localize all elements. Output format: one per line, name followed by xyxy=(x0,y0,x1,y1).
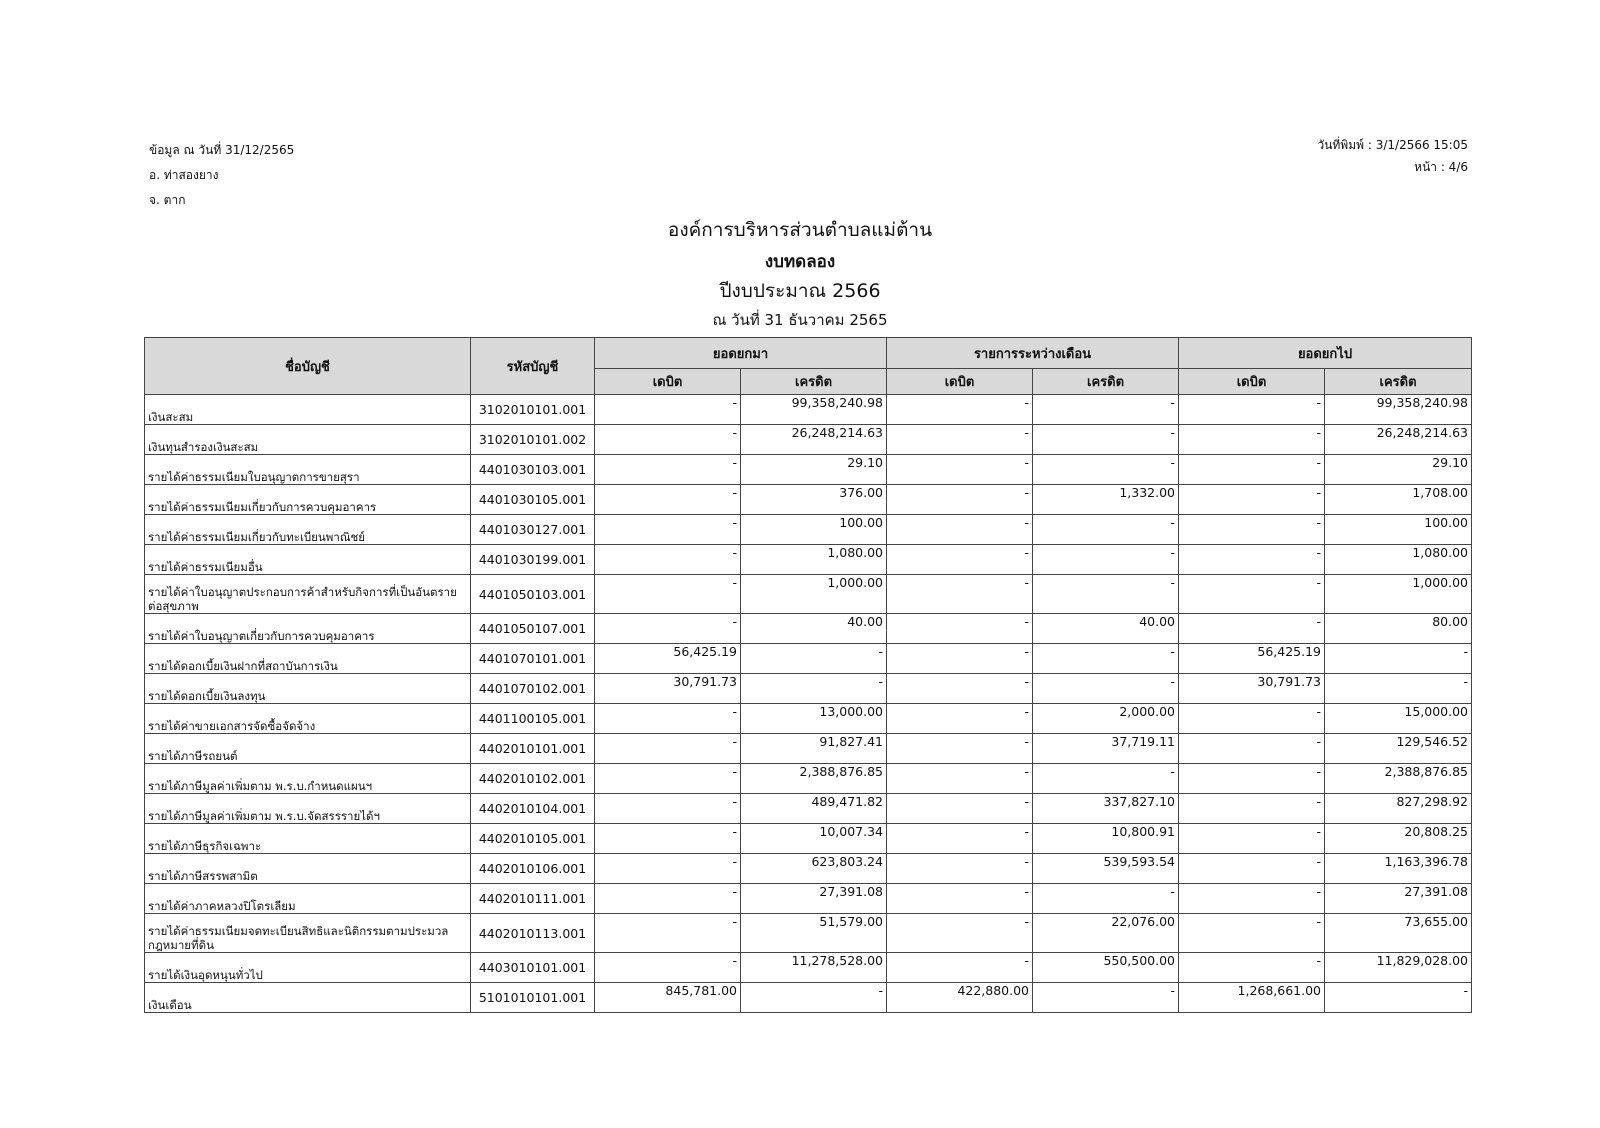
account-name-cell: รายได้ค่าธรรมเนียมเกี่ยวกับทะเบียนพาณิชย์ xyxy=(145,515,471,545)
column-header-credit: เครดิต xyxy=(1325,369,1472,395)
table-row xyxy=(145,515,1472,545)
table-row xyxy=(145,764,1472,794)
account-code-cell: 5101010101.001 xyxy=(471,983,595,1013)
table-row xyxy=(145,455,1472,485)
forward-debit-cell: - xyxy=(595,485,741,515)
month-debit-cell: - xyxy=(887,764,1033,794)
forward-credit-cell: 26,248,214.63 xyxy=(741,425,887,455)
forward-credit-cell: 623,803.24 xyxy=(741,854,887,884)
account-code-cell: 4401030103.001 xyxy=(471,455,595,485)
forward-credit-cell: 489,471.82 xyxy=(741,794,887,824)
account-name-cell: รายได้ค่าใบอนุญาตประกอบการค้าสำหรับกิจการที่เป็นอันตรายต่อสุขภาพ xyxy=(145,575,471,614)
forward-debit-cell: - xyxy=(595,455,741,485)
carry-credit-cell: 129,546.52 xyxy=(1325,734,1472,764)
column-header-account-code: รหัสบัญชี xyxy=(471,338,595,395)
month-debit-cell: 422,880.00 xyxy=(887,983,1033,1013)
group-header-carried-forward: ยอดยกไป xyxy=(1179,338,1472,369)
account-name-cell: รายได้ภาษีมูลค่าเพิ่มตาม พ.ร.บ.จัดสรรรายได้ฯ xyxy=(145,794,471,824)
account-code-cell: 4401100105.001 xyxy=(471,704,595,734)
forward-credit-cell: 376.00 xyxy=(741,485,887,515)
province: จ. ตาก xyxy=(149,193,186,207)
month-credit-cell: - xyxy=(1033,983,1179,1013)
table-row xyxy=(145,704,1472,734)
trial-balance-table xyxy=(144,337,1472,1013)
table-body xyxy=(145,395,1472,1013)
month-debit-cell: - xyxy=(887,485,1033,515)
account-code-cell: 4402010101.001 xyxy=(471,734,595,764)
carry-credit-cell: 29.10 xyxy=(1325,455,1472,485)
carry-credit-cell: - xyxy=(1325,983,1472,1013)
table-row xyxy=(145,884,1472,914)
carry-debit-cell: - xyxy=(1179,704,1325,734)
carry-debit-cell: - xyxy=(1179,854,1325,884)
group-header-during-month: รายการระหว่างเดือน xyxy=(887,338,1179,369)
forward-debit-cell: - xyxy=(595,794,741,824)
month-credit-cell: 2,000.00 xyxy=(1033,704,1179,734)
account-code-cell: 4401030199.001 xyxy=(471,545,595,575)
month-credit-cell: 337,827.10 xyxy=(1033,794,1179,824)
account-name-cell: รายได้ค่าขายเอกสารจัดซื้อจัดจ้าง xyxy=(145,704,471,734)
month-debit-cell: - xyxy=(887,545,1033,575)
forward-credit-cell: 51,579.00 xyxy=(741,914,887,953)
page-number: หน้า : 4/6 xyxy=(1414,160,1468,174)
account-code-cell: 4401070101.001 xyxy=(471,644,595,674)
account-code-cell: 3102010101.001 xyxy=(471,395,595,425)
organization-title: องค์การบริหารส่วนตำบลแม่ต้าน xyxy=(667,219,933,241)
table-row xyxy=(145,824,1472,854)
group-header-brought-forward: ยอดยกมา xyxy=(595,338,887,369)
column-header-debit: เดบิต xyxy=(595,369,741,395)
carry-credit-cell: 1,708.00 xyxy=(1325,485,1472,515)
carry-credit-cell: 1,163,396.78 xyxy=(1325,854,1472,884)
carry-credit-cell: 2,388,876.85 xyxy=(1325,764,1472,794)
carry-debit-cell: - xyxy=(1179,575,1325,614)
account-code-cell: 4402010105.001 xyxy=(471,824,595,854)
carry-debit-cell: - xyxy=(1179,884,1325,914)
account-code-cell: 4401030105.001 xyxy=(471,485,595,515)
as-of-date-title: ณ วันที่ 31 ธันวาคม 2565 xyxy=(712,311,888,329)
account-name-cell: รายได้ภาษีมูลค่าเพิ่มตาม พ.ร.บ.กำหนดแผนฯ xyxy=(145,764,471,794)
account-code-cell: 4402010104.001 xyxy=(471,794,595,824)
carry-debit-cell: - xyxy=(1179,485,1325,515)
carry-credit-cell: 11,829,028.00 xyxy=(1325,953,1472,983)
table-row xyxy=(145,674,1472,704)
forward-debit-cell: - xyxy=(595,764,741,794)
table-row xyxy=(145,983,1472,1013)
carry-credit-cell: 99,358,240.98 xyxy=(1325,395,1472,425)
account-code-cell: 4402010102.001 xyxy=(471,764,595,794)
month-debit-cell: - xyxy=(887,575,1033,614)
forward-debit-cell: - xyxy=(595,575,741,614)
table-row xyxy=(145,953,1472,983)
account-name-cell: รายได้ภาษีรถยนต์ xyxy=(145,734,471,764)
forward-credit-cell: - xyxy=(741,983,887,1013)
forward-debit-cell: - xyxy=(595,545,741,575)
carry-debit-cell: - xyxy=(1179,953,1325,983)
month-credit-cell: - xyxy=(1033,515,1179,545)
report-meta-right xyxy=(1317,134,1468,178)
carry-debit-cell: - xyxy=(1179,515,1325,545)
account-code-cell: 4401030127.001 xyxy=(471,515,595,545)
month-credit-cell: - xyxy=(1033,575,1179,614)
forward-credit-cell: 99,358,240.98 xyxy=(741,395,887,425)
account-name-cell: เงินเดือน xyxy=(145,983,471,1013)
forward-debit-cell: 56,425.19 xyxy=(595,644,741,674)
column-header-credit: เครดิต xyxy=(741,369,887,395)
month-debit-cell: - xyxy=(887,455,1033,485)
carry-debit-cell: - xyxy=(1179,794,1325,824)
account-name-cell: รายได้ค่าธรรมเนียมอื่น xyxy=(145,545,471,575)
carry-credit-cell: 73,655.00 xyxy=(1325,914,1472,953)
month-debit-cell: - xyxy=(887,854,1033,884)
forward-credit-cell: 1,000.00 xyxy=(741,575,887,614)
table-row xyxy=(145,794,1472,824)
month-credit-cell: 10,800.91 xyxy=(1033,824,1179,854)
carry-debit-cell: - xyxy=(1179,824,1325,854)
table-row xyxy=(145,914,1472,953)
account-name-cell: รายได้ค่าธรรมเนียมใบอนุญาตการขายสุรา xyxy=(145,455,471,485)
month-credit-cell: 22,076.00 xyxy=(1033,914,1179,953)
month-debit-cell: - xyxy=(887,425,1033,455)
forward-debit-cell: - xyxy=(595,704,741,734)
carry-credit-cell: 15,000.00 xyxy=(1325,704,1472,734)
account-code-cell: 4401050107.001 xyxy=(471,614,595,644)
account-name-cell: รายได้เงินอุดหนุนทั่วไป xyxy=(145,953,471,983)
month-debit-cell: - xyxy=(887,734,1033,764)
forward-debit-cell: - xyxy=(595,914,741,953)
account-name-cell: เงินสะสม xyxy=(145,395,471,425)
month-debit-cell: - xyxy=(887,644,1033,674)
month-debit-cell: - xyxy=(887,674,1033,704)
column-header-account-name: ชื่อบัญชี xyxy=(145,338,471,395)
forward-credit-cell: 13,000.00 xyxy=(741,704,887,734)
forward-debit-cell: - xyxy=(595,425,741,455)
forward-debit-cell: - xyxy=(595,515,741,545)
report-meta-left xyxy=(149,138,294,213)
month-credit-cell: - xyxy=(1033,395,1179,425)
forward-credit-cell: 40.00 xyxy=(741,614,887,644)
account-name-cell: รายได้ค่าภาคหลวงปิโตรเลียม xyxy=(145,884,471,914)
month-debit-cell: - xyxy=(887,794,1033,824)
account-name-cell: รายได้ค่าธรรมเนียมจดทะเบียนสิทธิและนิติกรรมตามประมวลกฎหมายที่ดิน xyxy=(145,914,471,953)
forward-credit-cell: - xyxy=(741,644,887,674)
carry-debit-cell: - xyxy=(1179,734,1325,764)
table-row xyxy=(145,854,1472,884)
account-name-cell: เงินทุนสำรองเงินสะสม xyxy=(145,425,471,455)
table-row xyxy=(145,545,1472,575)
forward-credit-cell: 1,080.00 xyxy=(741,545,887,575)
district: อ. ท่าสองยาง xyxy=(149,168,219,182)
account-code-cell: 4401050103.001 xyxy=(471,575,595,614)
month-credit-cell: - xyxy=(1033,674,1179,704)
report-title: งบทดลอง xyxy=(764,252,836,272)
month-credit-cell: - xyxy=(1033,764,1179,794)
forward-credit-cell: 27,391.08 xyxy=(741,884,887,914)
account-code-cell: 3102010101.002 xyxy=(471,425,595,455)
carry-debit-cell: - xyxy=(1179,455,1325,485)
column-header-debit: เดบิต xyxy=(887,369,1033,395)
forward-debit-cell: 845,781.00 xyxy=(595,983,741,1013)
account-code-cell: 4402010106.001 xyxy=(471,854,595,884)
forward-credit-cell: 2,388,876.85 xyxy=(741,764,887,794)
month-debit-cell: - xyxy=(887,704,1033,734)
account-name-cell: รายได้ดอกเบี้ยเงินลงทุน xyxy=(145,674,471,704)
carry-debit-cell: 1,268,661.00 xyxy=(1179,983,1325,1013)
carry-credit-cell: - xyxy=(1325,674,1472,704)
month-debit-cell: - xyxy=(887,884,1033,914)
month-credit-cell: 550,500.00 xyxy=(1033,953,1179,983)
data-as-of: ข้อมูล ณ วันที่ 31/12/2565 xyxy=(149,143,295,157)
month-debit-cell: - xyxy=(887,395,1033,425)
account-code-cell: 4401070102.001 xyxy=(471,674,595,704)
month-credit-cell: 1,332.00 xyxy=(1033,485,1179,515)
table-row xyxy=(145,644,1472,674)
forward-debit-cell: - xyxy=(595,953,741,983)
forward-debit-cell: - xyxy=(595,614,741,644)
account-name-cell: รายได้ค่าธรรมเนียมเกี่ยวกับการควบคุมอาคาร xyxy=(145,485,471,515)
forward-credit-cell: 29.10 xyxy=(741,455,887,485)
carry-credit-cell: 1,000.00 xyxy=(1325,575,1472,614)
account-code-cell: 4402010113.001 xyxy=(471,914,595,953)
month-debit-cell: - xyxy=(887,953,1033,983)
account-code-cell: 4403010101.001 xyxy=(471,953,595,983)
account-code-cell: 4402010111.001 xyxy=(471,884,595,914)
month-credit-cell: 40.00 xyxy=(1033,614,1179,644)
account-name-cell: รายได้ภาษีธุรกิจเฉพาะ xyxy=(145,824,471,854)
table-row xyxy=(145,734,1472,764)
forward-debit-cell: - xyxy=(595,395,741,425)
table-row xyxy=(145,575,1472,614)
carry-credit-cell: 27,391.08 xyxy=(1325,884,1472,914)
carry-debit-cell: - xyxy=(1179,425,1325,455)
column-header-debit: เดบิต xyxy=(1179,369,1325,395)
fiscal-year-title: ปีงบประมาณ 2566 xyxy=(719,280,881,302)
carry-credit-cell: 100.00 xyxy=(1325,515,1472,545)
carry-debit-cell: - xyxy=(1179,545,1325,575)
account-name-cell: รายได้ภาษีสรรพสามิต xyxy=(145,854,471,884)
month-credit-cell: 539,593.54 xyxy=(1033,854,1179,884)
forward-debit-cell: - xyxy=(595,884,741,914)
carry-credit-cell: - xyxy=(1325,644,1472,674)
month-debit-cell: - xyxy=(887,614,1033,644)
month-credit-cell: 37,719.11 xyxy=(1033,734,1179,764)
month-debit-cell: - xyxy=(887,914,1033,953)
forward-debit-cell: - xyxy=(595,824,741,854)
carry-debit-cell: 56,425.19 xyxy=(1179,644,1325,674)
table-row xyxy=(145,395,1472,425)
carry-credit-cell: 827,298.92 xyxy=(1325,794,1472,824)
forward-debit-cell: 30,791.73 xyxy=(595,674,741,704)
table-row xyxy=(145,425,1472,455)
carry-debit-cell: - xyxy=(1179,764,1325,794)
account-name-cell: รายได้ดอกเบี้ยเงินฝากที่สถาบันการเงิน xyxy=(145,644,471,674)
forward-debit-cell: - xyxy=(595,734,741,764)
account-name-cell: รายได้ค่าใบอนุญาตเกี่ยวกับการควบคุมอาคาร xyxy=(145,614,471,644)
table-row xyxy=(145,485,1472,515)
month-credit-cell: - xyxy=(1033,884,1179,914)
carry-credit-cell: 20,808.25 xyxy=(1325,824,1472,854)
carry-credit-cell: 26,248,214.63 xyxy=(1325,425,1472,455)
month-debit-cell: - xyxy=(887,824,1033,854)
carry-debit-cell: - xyxy=(1179,614,1325,644)
month-credit-cell: - xyxy=(1033,425,1179,455)
carry-debit-cell: - xyxy=(1179,914,1325,953)
carry-debit-cell: 30,791.73 xyxy=(1179,674,1325,704)
forward-debit-cell: - xyxy=(595,854,741,884)
forward-credit-cell: 100.00 xyxy=(741,515,887,545)
carry-credit-cell: 80.00 xyxy=(1325,614,1472,644)
month-credit-cell: - xyxy=(1033,644,1179,674)
forward-credit-cell: - xyxy=(741,674,887,704)
print-date: วันที่พิมพ์ : 3/1/2566 15:05 xyxy=(1317,138,1468,152)
month-credit-cell: - xyxy=(1033,455,1179,485)
month-debit-cell: - xyxy=(887,515,1033,545)
carry-debit-cell: - xyxy=(1179,395,1325,425)
carry-credit-cell: 1,080.00 xyxy=(1325,545,1472,575)
column-header-credit: เครดิต xyxy=(1033,369,1179,395)
forward-credit-cell: 11,278,528.00 xyxy=(741,953,887,983)
table-row xyxy=(145,614,1472,644)
forward-credit-cell: 10,007.34 xyxy=(741,824,887,854)
month-credit-cell: - xyxy=(1033,545,1179,575)
forward-credit-cell: 91,827.41 xyxy=(741,734,887,764)
